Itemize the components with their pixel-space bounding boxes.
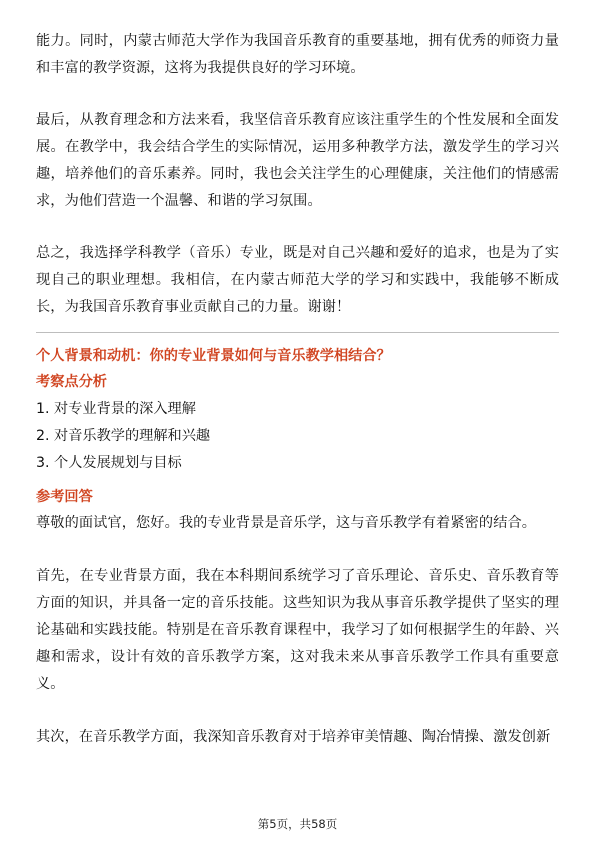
answer-paragraph-1: 尊敬的面试官，您好。我的专业背景是音乐学，这与音乐教学有着紧密的结合。: [36, 515, 537, 531]
analysis-heading: 考察点分析: [36, 374, 107, 390]
answer-heading: 参考回答: [36, 489, 93, 505]
intro-paragraph-2: 最后，从教育理念和方法来看，我坚信音乐教育应该注重学生的个性发展和全面发展。在教学中，我会结合学生的实际情况，运用多种教学方法，激发学生的学习兴趣，培养他们的音乐素养。同时，我也会关注学生的心理健康，关注他们的情感需求，为他们营造一个温馨、和谐的学习氛围。: [36, 112, 559, 209]
answer-paragraph-3: 其次，在音乐教学方面，我深知音乐教育对于培养审美情趣、陶冶情操、激发创新: [36, 729, 551, 745]
answer-paragraph-2: 首先，在专业背景方面，我在本科期间系统学习了音乐理论、音乐史、音乐教育等方面的知识，并具备一定的音乐技能。这些知识为我从事音乐教学提供了坚实的理论基础和实践技能。特别是在音乐教育课程中，我学习了如何根据学生的年龄、兴趣和需求，设计有效的音乐教学方案，这对我未来从事音乐教学工作具有重要意义。: [36, 568, 559, 692]
intro-paragraph-3: 总之，我选择学科教学（音乐）专业，既是对自己兴趣和爱好的追求，也是为了实现自己的职业理想。我相信，在内蒙古师范大学的学习和实践中，我能够不断成长，为我国音乐教育事业贡献自己的力量。谢谢！: [36, 245, 559, 315]
analysis-list: [36, 396, 559, 477]
document-page: [36, 28, 559, 751]
intro-paragraph-1: 能力。同时，内蒙古师范大学作为我国音乐教育的重要基地，拥有优秀的师资力量和丰富的教学资源，这将为我提供良好的学习环境。: [36, 33, 559, 76]
question-heading: 个人背景和动机：你的专业背景如何与音乐教学相结合？: [36, 348, 391, 364]
analysis-item: 3. 个人发展规划与目标: [36, 455, 182, 471]
page-number-footer: 第5页，共58页: [257, 817, 338, 831]
answer-block: [36, 510, 559, 751]
section-divider: [36, 332, 559, 333]
analysis-item: 2. 对音乐教学的理解和兴趣: [36, 428, 211, 444]
analysis-item: 1. 对专业背景的深入理解: [36, 401, 196, 417]
